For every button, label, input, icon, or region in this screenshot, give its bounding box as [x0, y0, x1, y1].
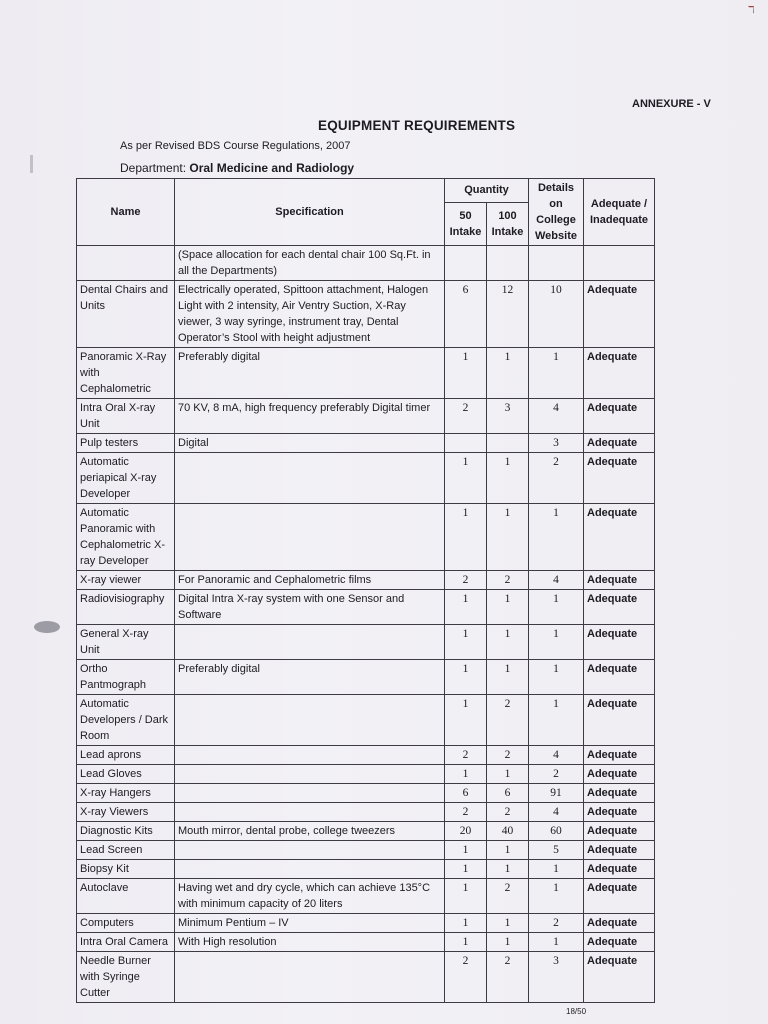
intake-100-cell: [487, 434, 529, 453]
intake-100-cell: 1: [487, 841, 529, 860]
intake-50-cell: 1: [445, 504, 487, 571]
intake-100-cell: 1: [487, 860, 529, 879]
equipment-name-cell: Computers: [77, 914, 175, 933]
table-row: [77, 914, 655, 933]
specification-cell: With High resolution: [175, 933, 445, 952]
equipment-name-cell: Ortho Pantmograph: [77, 660, 175, 695]
adequacy-cell: Adequate: [584, 841, 655, 860]
table-row: [77, 841, 655, 860]
table-row: [77, 625, 655, 660]
header-intake-100: 100 Intake: [487, 202, 529, 245]
equipment-name-cell: Intra Oral X-ray Unit: [77, 399, 175, 434]
intake-50-cell: 2: [445, 746, 487, 765]
intake-100-cell: 1: [487, 348, 529, 399]
intake-100-cell: 1: [487, 933, 529, 952]
intake-50-cell: 20: [445, 822, 487, 841]
specification-cell: Electrically operated, Spittoon attachment, Halogen Light with 2 intensity, Air Ventry Suction, X-Ray viewer, 3 way syringe, instrument tray, Dental Operator’s Stool with height adjustment: [175, 281, 445, 348]
equipment-name-cell: Pulp testers: [77, 434, 175, 453]
specification-cell: [175, 803, 445, 822]
equipment-name-cell: [77, 246, 175, 281]
table-body: [77, 246, 655, 1003]
specification-cell: [175, 784, 445, 803]
table-row: [77, 281, 655, 348]
adequacy-cell: Adequate: [584, 879, 655, 914]
adequacy-cell: Adequate: [584, 914, 655, 933]
department-label: Department:: [120, 161, 187, 175]
specification-cell: [175, 453, 445, 504]
table-row: [77, 504, 655, 571]
department-line: [120, 161, 354, 175]
adequacy-cell: Adequate: [584, 784, 655, 803]
equipment-name-cell: Automatic Panoramic with Cephalometric X-ray Developer: [77, 504, 175, 571]
website-count-cell: 5: [529, 841, 584, 860]
table-row: [77, 453, 655, 504]
equipment-name-cell: Diagnostic Kits: [77, 822, 175, 841]
ink-blot: [34, 621, 60, 633]
intake-50-cell: 6: [445, 281, 487, 348]
equipment-name-cell: Autoclave: [77, 879, 175, 914]
intake-50-cell: 1: [445, 765, 487, 784]
table-row: [77, 348, 655, 399]
intake-50-cell: [445, 434, 487, 453]
table-row: [77, 246, 655, 281]
intake-50-cell: 1: [445, 695, 487, 746]
specification-cell: Minimum Pentium – IV: [175, 914, 445, 933]
intake-50-cell: 1: [445, 860, 487, 879]
intake-100-cell: 2: [487, 746, 529, 765]
header-name: Name: [77, 179, 175, 246]
equipment-name-cell: Lead Gloves: [77, 765, 175, 784]
intake-100-cell: 6: [487, 784, 529, 803]
table-row: [77, 660, 655, 695]
specification-cell: [175, 841, 445, 860]
header-website-details: Details on College Website: [529, 179, 584, 246]
intake-50-cell: 1: [445, 590, 487, 625]
intake-100-cell: 1: [487, 625, 529, 660]
specification-cell: Mouth mirror, dental probe, college tweezers: [175, 822, 445, 841]
intake-100-cell: 1: [487, 590, 529, 625]
website-count-cell: 1: [529, 879, 584, 914]
equipment-name-cell: Panoramic X-Ray with Cephalometric: [77, 348, 175, 399]
website-count-cell: 4: [529, 399, 584, 434]
equipment-name-cell: General X-ray Unit: [77, 625, 175, 660]
table-row: [77, 399, 655, 434]
equipment-name-cell: Dental Chairs and Units: [77, 281, 175, 348]
specification-cell: Preferably digital: [175, 348, 445, 399]
adequacy-cell: Adequate: [584, 933, 655, 952]
website-count-cell: 1: [529, 860, 584, 879]
equipment-name-cell: X-ray viewer: [77, 571, 175, 590]
table-row: [77, 746, 655, 765]
specification-cell: [175, 625, 445, 660]
page-number: 18/50: [566, 1007, 587, 1016]
table-row: [77, 822, 655, 841]
website-count-cell: 4: [529, 746, 584, 765]
page-title: EQUIPMENT REQUIREMENTS: [318, 118, 516, 133]
intake-50-cell: [445, 246, 487, 281]
specification-cell: [175, 860, 445, 879]
website-count-cell: 10: [529, 281, 584, 348]
equipment-name-cell: Biopsy Kit: [77, 860, 175, 879]
website-count-cell: 1: [529, 933, 584, 952]
intake-50-cell: 6: [445, 784, 487, 803]
table-row: [77, 860, 655, 879]
website-count-cell: 1: [529, 660, 584, 695]
adequacy-cell: Adequate: [584, 803, 655, 822]
adequacy-cell: Adequate: [584, 281, 655, 348]
intake-100-cell: 2: [487, 571, 529, 590]
adequacy-cell: Adequate: [584, 952, 655, 1003]
adequacy-cell: Adequate: [584, 625, 655, 660]
header-intake-50: 50 Intake: [445, 202, 487, 245]
website-count-cell: 4: [529, 571, 584, 590]
website-count-cell: 1: [529, 695, 584, 746]
intake-100-cell: 40: [487, 822, 529, 841]
specification-cell: (Space allocation for each dental chair 100 Sq.Ft. in all the Departments): [175, 246, 445, 281]
specification-cell: [175, 746, 445, 765]
intake-50-cell: 1: [445, 879, 487, 914]
website-count-cell: 2: [529, 453, 584, 504]
website-count-cell: [529, 246, 584, 281]
adequacy-cell: Adequate: [584, 399, 655, 434]
equipment-name-cell: Intra Oral Camera: [77, 933, 175, 952]
table-row: [77, 803, 655, 822]
adequacy-cell: Adequate: [584, 504, 655, 571]
equipment-table: [76, 178, 655, 1003]
website-count-cell: 91: [529, 784, 584, 803]
table-row: [77, 952, 655, 1003]
adequacy-cell: Adequate: [584, 765, 655, 784]
website-count-cell: 4: [529, 803, 584, 822]
table-row: [77, 571, 655, 590]
adequacy-cell: Adequate: [584, 434, 655, 453]
adequacy-cell: Adequate: [584, 660, 655, 695]
adequacy-cell: Adequate: [584, 571, 655, 590]
intake-100-cell: 2: [487, 879, 529, 914]
intake-100-cell: 1: [487, 914, 529, 933]
annexure-label: ANNEXURE - V: [632, 98, 711, 110]
adequacy-cell: Adequate: [584, 590, 655, 625]
adequacy-cell: Adequate: [584, 453, 655, 504]
adequacy-cell: Adequate: [584, 746, 655, 765]
website-count-cell: 60: [529, 822, 584, 841]
specification-cell: Preferably digital: [175, 660, 445, 695]
table-row: [77, 933, 655, 952]
table-row: [77, 590, 655, 625]
equipment-name-cell: Automatic Developers / Dark Room: [77, 695, 175, 746]
intake-100-cell: [487, 246, 529, 281]
adequacy-cell: [584, 246, 655, 281]
specification-cell: [175, 504, 445, 571]
website-count-cell: 2: [529, 765, 584, 784]
intake-50-cell: 2: [445, 571, 487, 590]
intake-100-cell: 12: [487, 281, 529, 348]
intake-100-cell: 1: [487, 660, 529, 695]
header-row: [77, 179, 655, 203]
intake-100-cell: 2: [487, 952, 529, 1003]
intake-50-cell: 1: [445, 453, 487, 504]
department-name: Oral Medicine and Radiology: [189, 161, 355, 175]
corner-mark: ℸ: [748, 5, 755, 16]
specification-cell: [175, 952, 445, 1003]
table-row: [77, 879, 655, 914]
equipment-name-cell: X-ray Viewers: [77, 803, 175, 822]
header-quantity: Quantity: [445, 179, 529, 203]
intake-100-cell: 1: [487, 453, 529, 504]
table-row: [77, 434, 655, 453]
adequacy-cell: Adequate: [584, 822, 655, 841]
intake-100-cell: 1: [487, 504, 529, 571]
website-count-cell: 1: [529, 504, 584, 571]
intake-100-cell: 2: [487, 803, 529, 822]
specification-cell: Digital: [175, 434, 445, 453]
header-adequacy: Adequate / Inadequate: [584, 179, 655, 246]
equipment-name-cell: Lead Screen: [77, 841, 175, 860]
equipment-name-cell: X-ray Hangers: [77, 784, 175, 803]
page-subtitle: As per Revised BDS Course Regulations, 2007: [120, 140, 351, 152]
intake-50-cell: 1: [445, 914, 487, 933]
intake-50-cell: 2: [445, 952, 487, 1003]
specification-cell: For Panoramic and Cephalometric films: [175, 571, 445, 590]
specification-cell: Digital Intra X-ray system with one Sensor and Software: [175, 590, 445, 625]
website-count-cell: 1: [529, 625, 584, 660]
adequacy-cell: Adequate: [584, 695, 655, 746]
website-count-cell: 1: [529, 348, 584, 399]
table-row: [77, 695, 655, 746]
intake-50-cell: 1: [445, 348, 487, 399]
website-count-cell: 3: [529, 952, 584, 1003]
intake-50-cell: 1: [445, 933, 487, 952]
specification-cell: [175, 765, 445, 784]
equipment-name-cell: Needle Burner with Syringe Cutter: [77, 952, 175, 1003]
header-specification: Specification: [175, 179, 445, 246]
margin-mark: [30, 155, 33, 173]
adequacy-cell: Adequate: [584, 348, 655, 399]
specification-cell: Having wet and dry cycle, which can achieve 135°C with minimum capacity of 20 liters: [175, 879, 445, 914]
intake-100-cell: 3: [487, 399, 529, 434]
specification-cell: 70 KV, 8 mA, high frequency preferably Digital timer: [175, 399, 445, 434]
equipment-name-cell: Lead aprons: [77, 746, 175, 765]
intake-50-cell: 2: [445, 803, 487, 822]
website-count-cell: 1: [529, 590, 584, 625]
intake-50-cell: 2: [445, 399, 487, 434]
website-count-cell: 2: [529, 914, 584, 933]
intake-100-cell: 2: [487, 695, 529, 746]
equipment-name-cell: Radiovisiography: [77, 590, 175, 625]
table-row: [77, 784, 655, 803]
intake-50-cell: 1: [445, 625, 487, 660]
specification-cell: [175, 695, 445, 746]
intake-50-cell: 1: [445, 841, 487, 860]
table-row: [77, 765, 655, 784]
intake-50-cell: 1: [445, 660, 487, 695]
equipment-name-cell: Automatic periapical X-ray Developer: [77, 453, 175, 504]
website-count-cell: 3: [529, 434, 584, 453]
intake-100-cell: 1: [487, 765, 529, 784]
adequacy-cell: Adequate: [584, 860, 655, 879]
